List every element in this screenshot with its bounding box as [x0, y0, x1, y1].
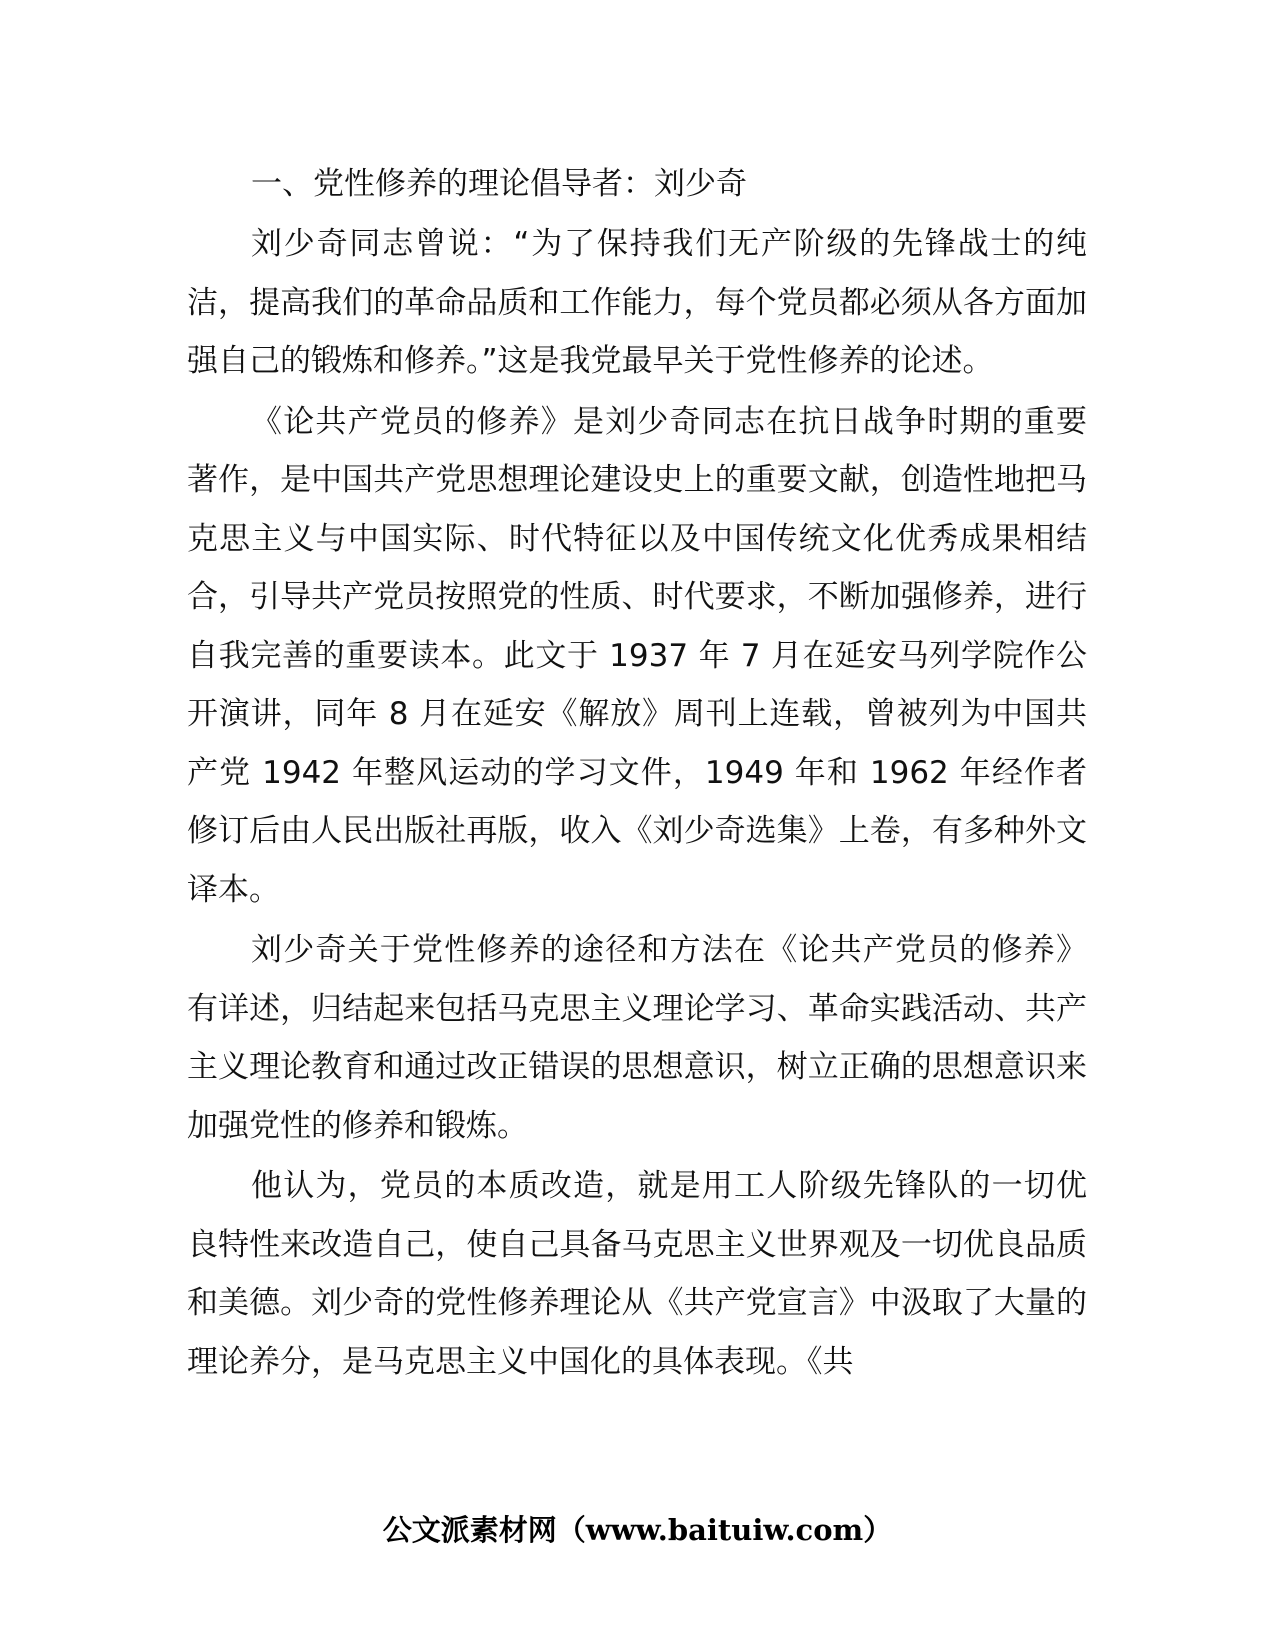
document-body — [187, 155, 1087, 1391]
paragraph-2: 《论共产党员的修养》是刘少奇同志在抗日战争时期的重要著作，是中国共产党思想理论建设史上的重要文献，创造性地把马克思主义与中国实际、时代特征以及中国传统文化优秀成果相结合，引导共产党员按照党的性质、时代要求，不断加强修养，进行自我完善的重要读本。此文于 1937 年 7 月在延安马列学院作公开演讲，同年 8 月在延安《解放》周刊上连载，曾被列为中国共产党 1942 年整风运动的学习文件，1949 年和 1962 年经作者修订后由人民出版社再版，收入《刘少奇选集》上卷，有多种外文译本。 — [187, 403, 1087, 908]
section-heading: 一、党性修养的理论倡导者：刘少奇 — [251, 166, 747, 202]
paragraph-1: 刘少奇同志曾说：“为了保持我们无产阶级的先锋战士的纯洁，提高我们的革命品质和工作能力，每个党员都必须从各方面加强自己的锻炼和修养。”这是我党最早关于党性修养的论述。 — [187, 226, 1087, 379]
paragraph-3: 刘少奇关于党性修养的途径和方法在《论共产党员的修养》有详述，归结起来包括马克思主义理论学习、革命实践活动、共产主义理论教育和通过改正错误的思想意识，树立正确的思想意识来加强党性的修养和锻炼。 — [187, 932, 1087, 1144]
paragraph-4: 他认为，党员的本质改造，就是用工人阶级先锋队的一切优良特性来改造自己，使自己具备马克思主义世界观及一切优良品质和美德。刘少奇的党性修养理论从《共产党宣言》中汲取了大量的理论养分，是马克思主义中国化的具体表现。《共 — [187, 1168, 1087, 1380]
footer-watermark: 公文派素材网（www.baituiw.com） — [382, 1513, 893, 1547]
